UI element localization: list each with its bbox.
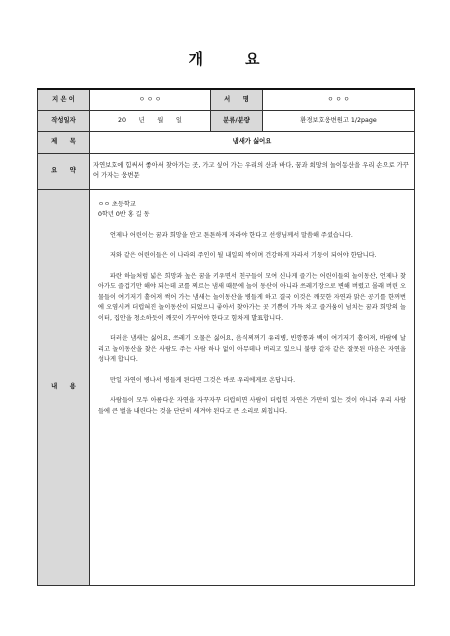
date-value: 20 년 월 일 [90,110,211,131]
date-row [38,110,415,131]
content-body [90,189,415,585]
author-row [38,89,415,110]
title-char: 개 [188,50,205,68]
sign-value: ㅇ ㅇ ㅇ [263,89,415,110]
author-value: ㅇ ㅇ ㅇ [90,89,211,110]
subject-label: 제 목 [38,131,90,153]
date-label: 작성일자 [38,110,90,131]
student-line: 0학년 0반 홍 길 동 [98,211,150,218]
summary-value: 자연보호에 힘써서 좋아서 찾아가는 곳, 가고 싶어 가는 우리의 산과 바다, 꿈과 희망의 놀이동산을 우리 손으로 가꾸어 가자는 웅변문 [90,153,415,189]
school-line: ㅇㅇ 초등학교 [98,200,136,208]
paragraph: 사람들이 모두 아름다운 자연을 자꾸자꾸 더럽히면 사람이 더럽힌 자연은 가만히 있는 것이 아니라 우리 사람들에 큰 벌을 내린다는 것을 단단히 새겨야 된다고 큰 소리로 외칩니다. [98,397,406,415]
subject-row [38,131,415,153]
content-row [38,189,415,585]
paragraph: 만일 자연이 병나서 병들게 된다면 그것은 바로 우리에게로 온답니다. [110,376,296,384]
paragraph: 언제나 어린이는 꿈과 희망을 안고 튼튼하게 자라야 한다고 선생님께서 말씀해 주셨습니다. [110,231,353,239]
content-label: 내 용 [38,189,90,585]
paragraph: 더러운 냄새는 싫어요, 쓰레기 오물은 싫어요, 음식찌꺼기 유리병, 빈깡통과 백이 여기저기 흩어져, 바람에 날리고 놀이동산을 찾은 사람도 주는 사람 하나 없이 아무데나 버리고 있으니 불량 같자 같은 잘못된 마음은 자연을 성나게 합니다. [98,335,406,363]
summary-row [38,153,415,189]
paragraph: 파란 하늘처럼 넓은 희망과 높은 꿈을 키우면서 친구들이 모여 신나게 즐기는 어린이들의 놀이동산, 언제나 찾아가도 즐겁기만 해야 되는데 코를 찌르는 냄새 때문에 놀이 동산이 아니라 쓰레기장으로 변해 버렸고 몰래 버린 오물들이 여기저기 흩어져 썩어 가는 냄새는 놀이동산을 병들게 하고 결국 이것은 깨끗한 자연과 맑은 공기를 한꺼번에 오염시켜 더럽혀진 놀이동산이 되었으니 좋아서 찾아가는 곳 기쁨이 가득 차고 즐거움이 넘치는 꿈과 희망의 놀이터, 집안을 청소하듯이 깨끗이 가꾸어야 한다고 힘차게 발표합니다. [98,272,406,322]
sign-label: 서 명 [211,89,263,110]
author-label: 지 은 이 [38,89,90,110]
overview-form [37,88,415,586]
paragraph: 저와 같은 어린이들은 이 나라의 주인이 될 내일의 싹이며 건강하게 자라서 기둥이 되어야 한답니다. [110,252,377,259]
category-label: 분류/분량 [211,110,263,131]
subject-value: 냄새가 싫어요 [90,131,415,153]
document-title [0,48,450,69]
category-value: 환경보호웅변원고 1/2page [263,110,415,131]
title-char: 요 [245,50,262,68]
summary-label: 요 약 [38,153,90,189]
